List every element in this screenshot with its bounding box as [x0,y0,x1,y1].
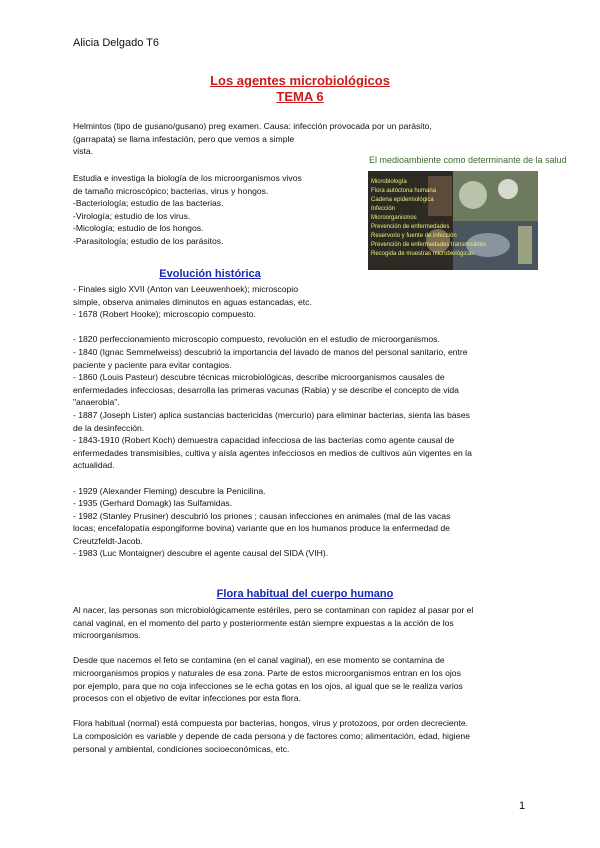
text-line: - 1929 (Alexander Fleming) descubre la Penicilina. [73,485,266,496]
text-line: - 1935 (Gerhard Domagk) las Sulfamidas. [73,498,233,509]
image-caption: El medioambiente como determinante de la salud [369,155,567,165]
text-line: por ejemplo, para que no coja infecciones se le echa gotas en los ojos, al igual que se le realiza varios [73,680,463,691]
section-heading-flora: Flora habitual del cuerpo humano [216,588,394,600]
text-line: canal vaginal, en el momento del parto y posteriormente están siempre expuestas a la acción de los [73,617,454,628]
text-line: vista. [73,146,94,157]
text-line: enfermedades transmisibles, cultiva y aísla agentes infecciosos en medios de cultivos aún vigentes en la [73,447,472,458]
microbiology-collage-image [368,171,538,270]
collage-label: Microbiología [371,179,407,185]
page-number: 1 [519,800,526,812]
blank-line [73,472,543,485]
text-line: La composición es variable y depende de cada persona y de factores como; alimentación, edad, higiene [73,730,470,741]
blank-line [73,321,543,334]
section-heading-evolucion: Evolución histórica [159,268,261,280]
flora-paragraph-1 [73,604,543,642]
title-line-2: TEMA 6 [276,89,324,104]
text-line: - Finales siglo XVII (Anton van Leeuwenhoek); microscopio [73,284,298,294]
collage-label: Prevención de enfermedades transmisibles [371,242,487,248]
text-line: - 1887 (Joseph Lister) aplica sustancias bactericidas (mercurio) para eliminar bacterias, sienta las bases [73,409,470,420]
text-line: -Parasitología; estudio de los parásitos. [73,235,224,246]
text-line: personal y ambiental, condiciones socioeconómicas, etc. [73,743,290,754]
text-line: - 1840 (Ignac Semmelweiss) descubrió la importancia del lavado de manos del personal sanitario, entre [73,346,468,357]
text-line: microorganismos propios y naturales de esa zona. Parte de estos microorganismos entran en los ojos [73,667,461,678]
collage-label: Cadena epidemiológica [371,197,434,203]
text-line: Estudia e investiga la biología de los microorganismos vivos [73,173,302,183]
document-author: Alicia Delgado T6 [73,37,160,49]
flora-paragraph-3 [73,717,543,755]
text-line: -Virología; estudio de los virus. [73,210,191,221]
text-line: Al nacer, las personas son microbiológicamente estériles, pero se contaminan con rapidez al pasar por el [73,605,474,615]
collage-labels [371,178,486,259]
document-title [0,73,600,105]
text-line: actualidad. [73,460,115,471]
text-line: - 1983 (Luc Montaigner) descubre el agente causal del SIDA (VIH). [73,548,329,559]
text-line: Helmintos (tipo de gusano/gusano) preg examen. Causa: infección provocada por un parásito, [73,121,432,131]
text-line: - 1678 (Robert Hooke); microscopio compuesto. [73,309,256,320]
text-line: Flora habitual (normal) está compuesta por bacterias, hongos, virus y protozoos, por orden decreciente. [73,718,469,729]
text-line: -Bacteriología; estudio de las bacterias. [73,198,224,209]
text-line: enfermedades infecciosas, desarrolla las primeras vacunas (Rabia) y se describe el concepto de vida [73,384,459,395]
biology-paragraph [73,172,363,248]
collage-label: Flora autóctona humana [371,188,437,194]
text-line: de la desinfección. [73,422,145,433]
text-line: de tamaño microscópico; bacterias, virus y hongos. [73,185,269,196]
text-line: - 1982 (Stanley Prusiner) descubrió los priones ; causan infecciones en animales (mal de las vacas [73,510,451,521]
text-line: Creutzfeldt-Jacob. [73,535,143,546]
text-line: Desde que nacemos el feto se contamina (en el canal vaginal), en ese momento se contamina de [73,655,445,666]
text-line: "anaerobia". [73,397,120,408]
text-line: procesos con el objetivo de evitar infecciones por esta flora. [73,693,301,704]
text-line: paciente y paciente para evitar contagios. [73,359,232,370]
collage-label: Microorganismos [371,215,417,221]
text-line: locas; encefalopatía espongiforme bovina) variante que en los humanos produce la enfermedad de [73,523,450,534]
evolucion-list [73,283,543,560]
flora-paragraph-2 [73,654,543,704]
intro-paragraph [73,120,533,158]
collage-label: Prevención de enfermedades [371,224,450,230]
text-line: -Micología; estudio de los hongos. [73,223,204,234]
title-line-1: Los agentes microbiológicos [210,73,390,88]
text-line: (garrapata) se llama infestación, pero que vemos a simple [73,133,295,144]
collage-label: Reservorio y fuente de infección [371,233,457,239]
text-line: - 1860 (Louis Pasteur) descubre técnicas microbiológicas, describe microorganismos causales de [73,372,445,383]
collage-label: Infección [371,206,396,212]
flora-section [73,604,543,755]
text-line: microorganismos. [73,630,141,641]
text-line: - 1820 perfeccionamiento microscopio compuesto, revolución en el estudio de microorganismos. [73,334,440,345]
collage-label: Recogida de muestras microbiológicas [371,251,475,257]
text-line: - 1843-1910 (Robert Koch) demuestra capacidad infecciosa de las bacterias como agente causal de [73,435,455,446]
text-line: simple, observa animales diminutos en aguas estancadas, etc. [73,296,312,307]
